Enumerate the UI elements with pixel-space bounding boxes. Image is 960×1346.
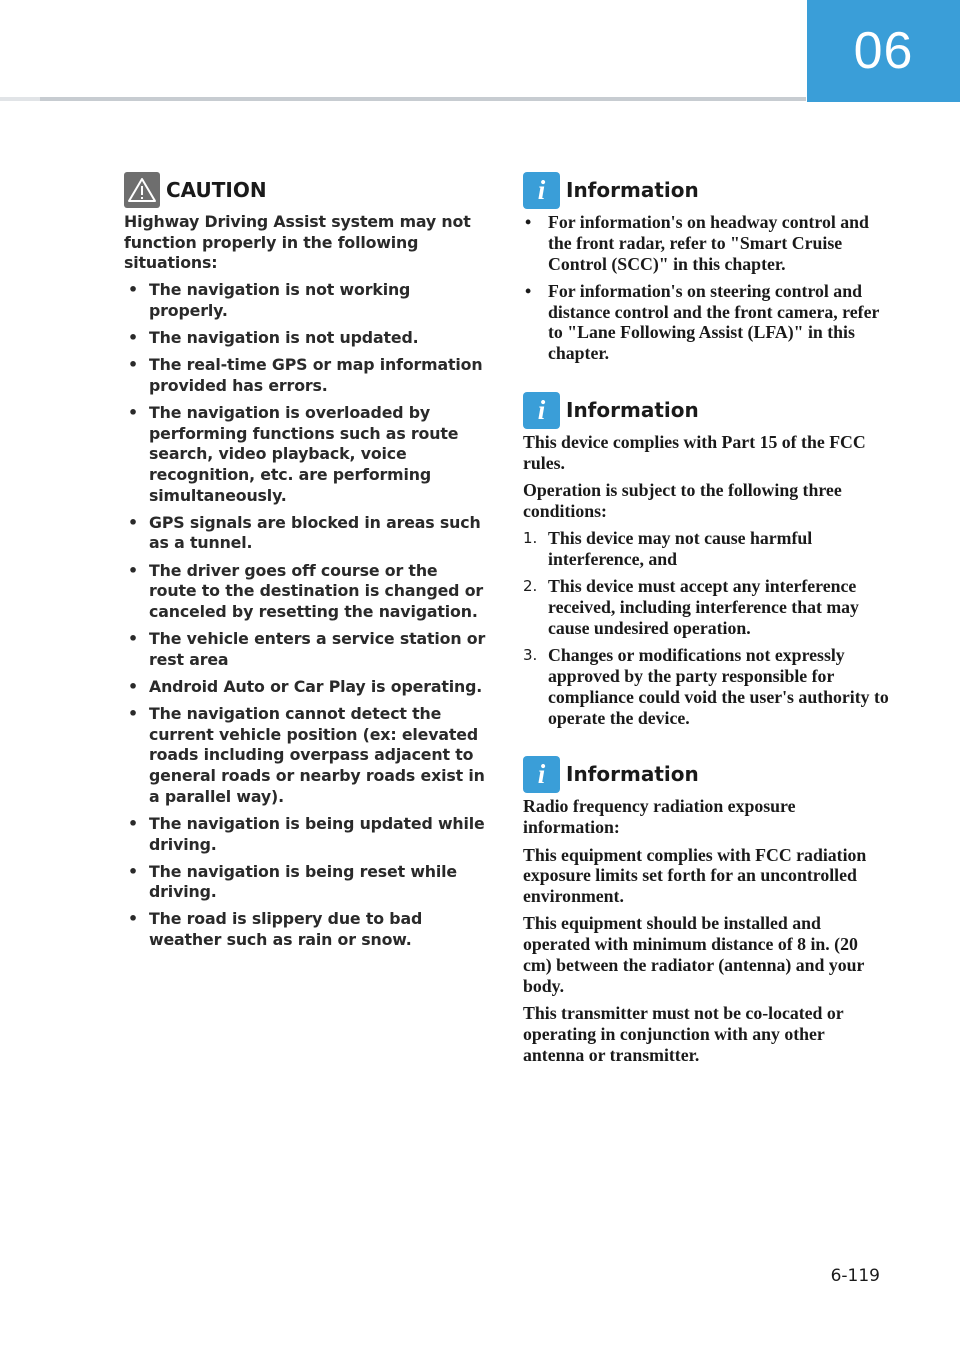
list-item: 3. Changes or modifications not expressly approved by the party responsible for compliance could void the user's authority to operate the device. — [523, 645, 889, 728]
information-block-2 — [523, 390, 889, 728]
paragraph: This equipment complies with FCC radiation exposure limits set forth for an uncontrolled environment. — [523, 844, 867, 907]
list-item: • The navigation is overloaded by performing functions such as route search, video playback, voice recognition, etc. are performing simultaneously. — [128, 402, 459, 505]
list-item: • The navigation is being updated while driving. — [128, 813, 485, 854]
list-item: • The driver goes off course or the route to the destination is changed or canceled by resetting the navigation. — [128, 560, 484, 621]
information-heading — [523, 754, 889, 794]
caution-title: CAUTION — [166, 178, 267, 202]
information-heading — [523, 390, 889, 430]
information-column — [523, 170, 889, 1092]
information-title: Information — [566, 762, 699, 787]
list-item: • The navigation cannot detect the current vehicle position (ex: elevated roads including overpass adjacent to general roads or nearby roads exist in a parallel way). — [128, 703, 485, 806]
list-item: • Android Auto or Car Play is operating. — [128, 676, 483, 696]
paragraph: This transmitter must not be co-located or operating in conjunction with any other antenna or transmitter. — [523, 1003, 844, 1065]
caution-section — [124, 170, 490, 957]
information-icon: i — [523, 756, 560, 793]
information-body — [523, 796, 889, 1065]
caution-list — [124, 280, 490, 951]
caution-body — [124, 212, 490, 951]
information-icon: i — [523, 392, 560, 429]
chapter-tab: 06 — [807, 0, 960, 102]
list-item: • GPS signals are blocked in areas such as a tunnel. — [128, 512, 481, 553]
warning-triangle-icon — [124, 172, 160, 208]
header-rule — [0, 97, 806, 101]
list-item: • The navigation is being reset while driving. — [128, 861, 457, 902]
paragraph: This device complies with Part 15 of the FCC rules. — [523, 432, 866, 473]
paragraph: Operation is subject to the following three conditions: — [523, 480, 842, 521]
header-rule-shade — [0, 97, 40, 101]
caution-intro: Highway Driving Assist system may not function properly in the following situations: — [124, 212, 471, 273]
information-icon: i — [523, 172, 560, 209]
list-item: • For information's on steering control and distance control and the front camera, refer to "Lane Following Assist (LFA)" in this chapter. — [525, 280, 880, 364]
list-item: • The vehicle enters a service station or rest area — [128, 629, 486, 669]
information-heading — [523, 170, 889, 210]
list-item: • For information's on headway control and the front radar, refer to "Smart Cruise Control (SCC)" in this chapter. — [525, 212, 869, 274]
list-item: 2. This device must accept any interference received, including interference that may cause undesired operation. — [523, 576, 859, 638]
list-item: • The navigation is not updated. — [128, 327, 419, 347]
information-block-1 — [523, 170, 889, 364]
list-item: • The navigation is not working properly. — [128, 280, 411, 320]
list-item: • The real-time GPS or map information provided has errors. — [128, 355, 483, 395]
paragraph: Radio frequency radiation exposure information: — [523, 796, 796, 838]
information-body — [523, 212, 889, 364]
information-title: Information — [566, 178, 699, 202]
page-number: 6-119 — [830, 1266, 880, 1286]
information-block-3 — [523, 754, 889, 1065]
caution-heading — [124, 170, 490, 210]
information-body — [523, 432, 889, 728]
paragraph: This equipment should be installed and operated with minimum distance of 8 in. (20 cm) between the radiator (antenna) and your body. — [523, 913, 865, 996]
information-title: Information — [566, 398, 699, 423]
list-item: • The road is slippery due to bad weather such as rain or snow. — [128, 909, 423, 950]
list-item: 1. This device may not cause harmful interference, and — [523, 528, 813, 570]
